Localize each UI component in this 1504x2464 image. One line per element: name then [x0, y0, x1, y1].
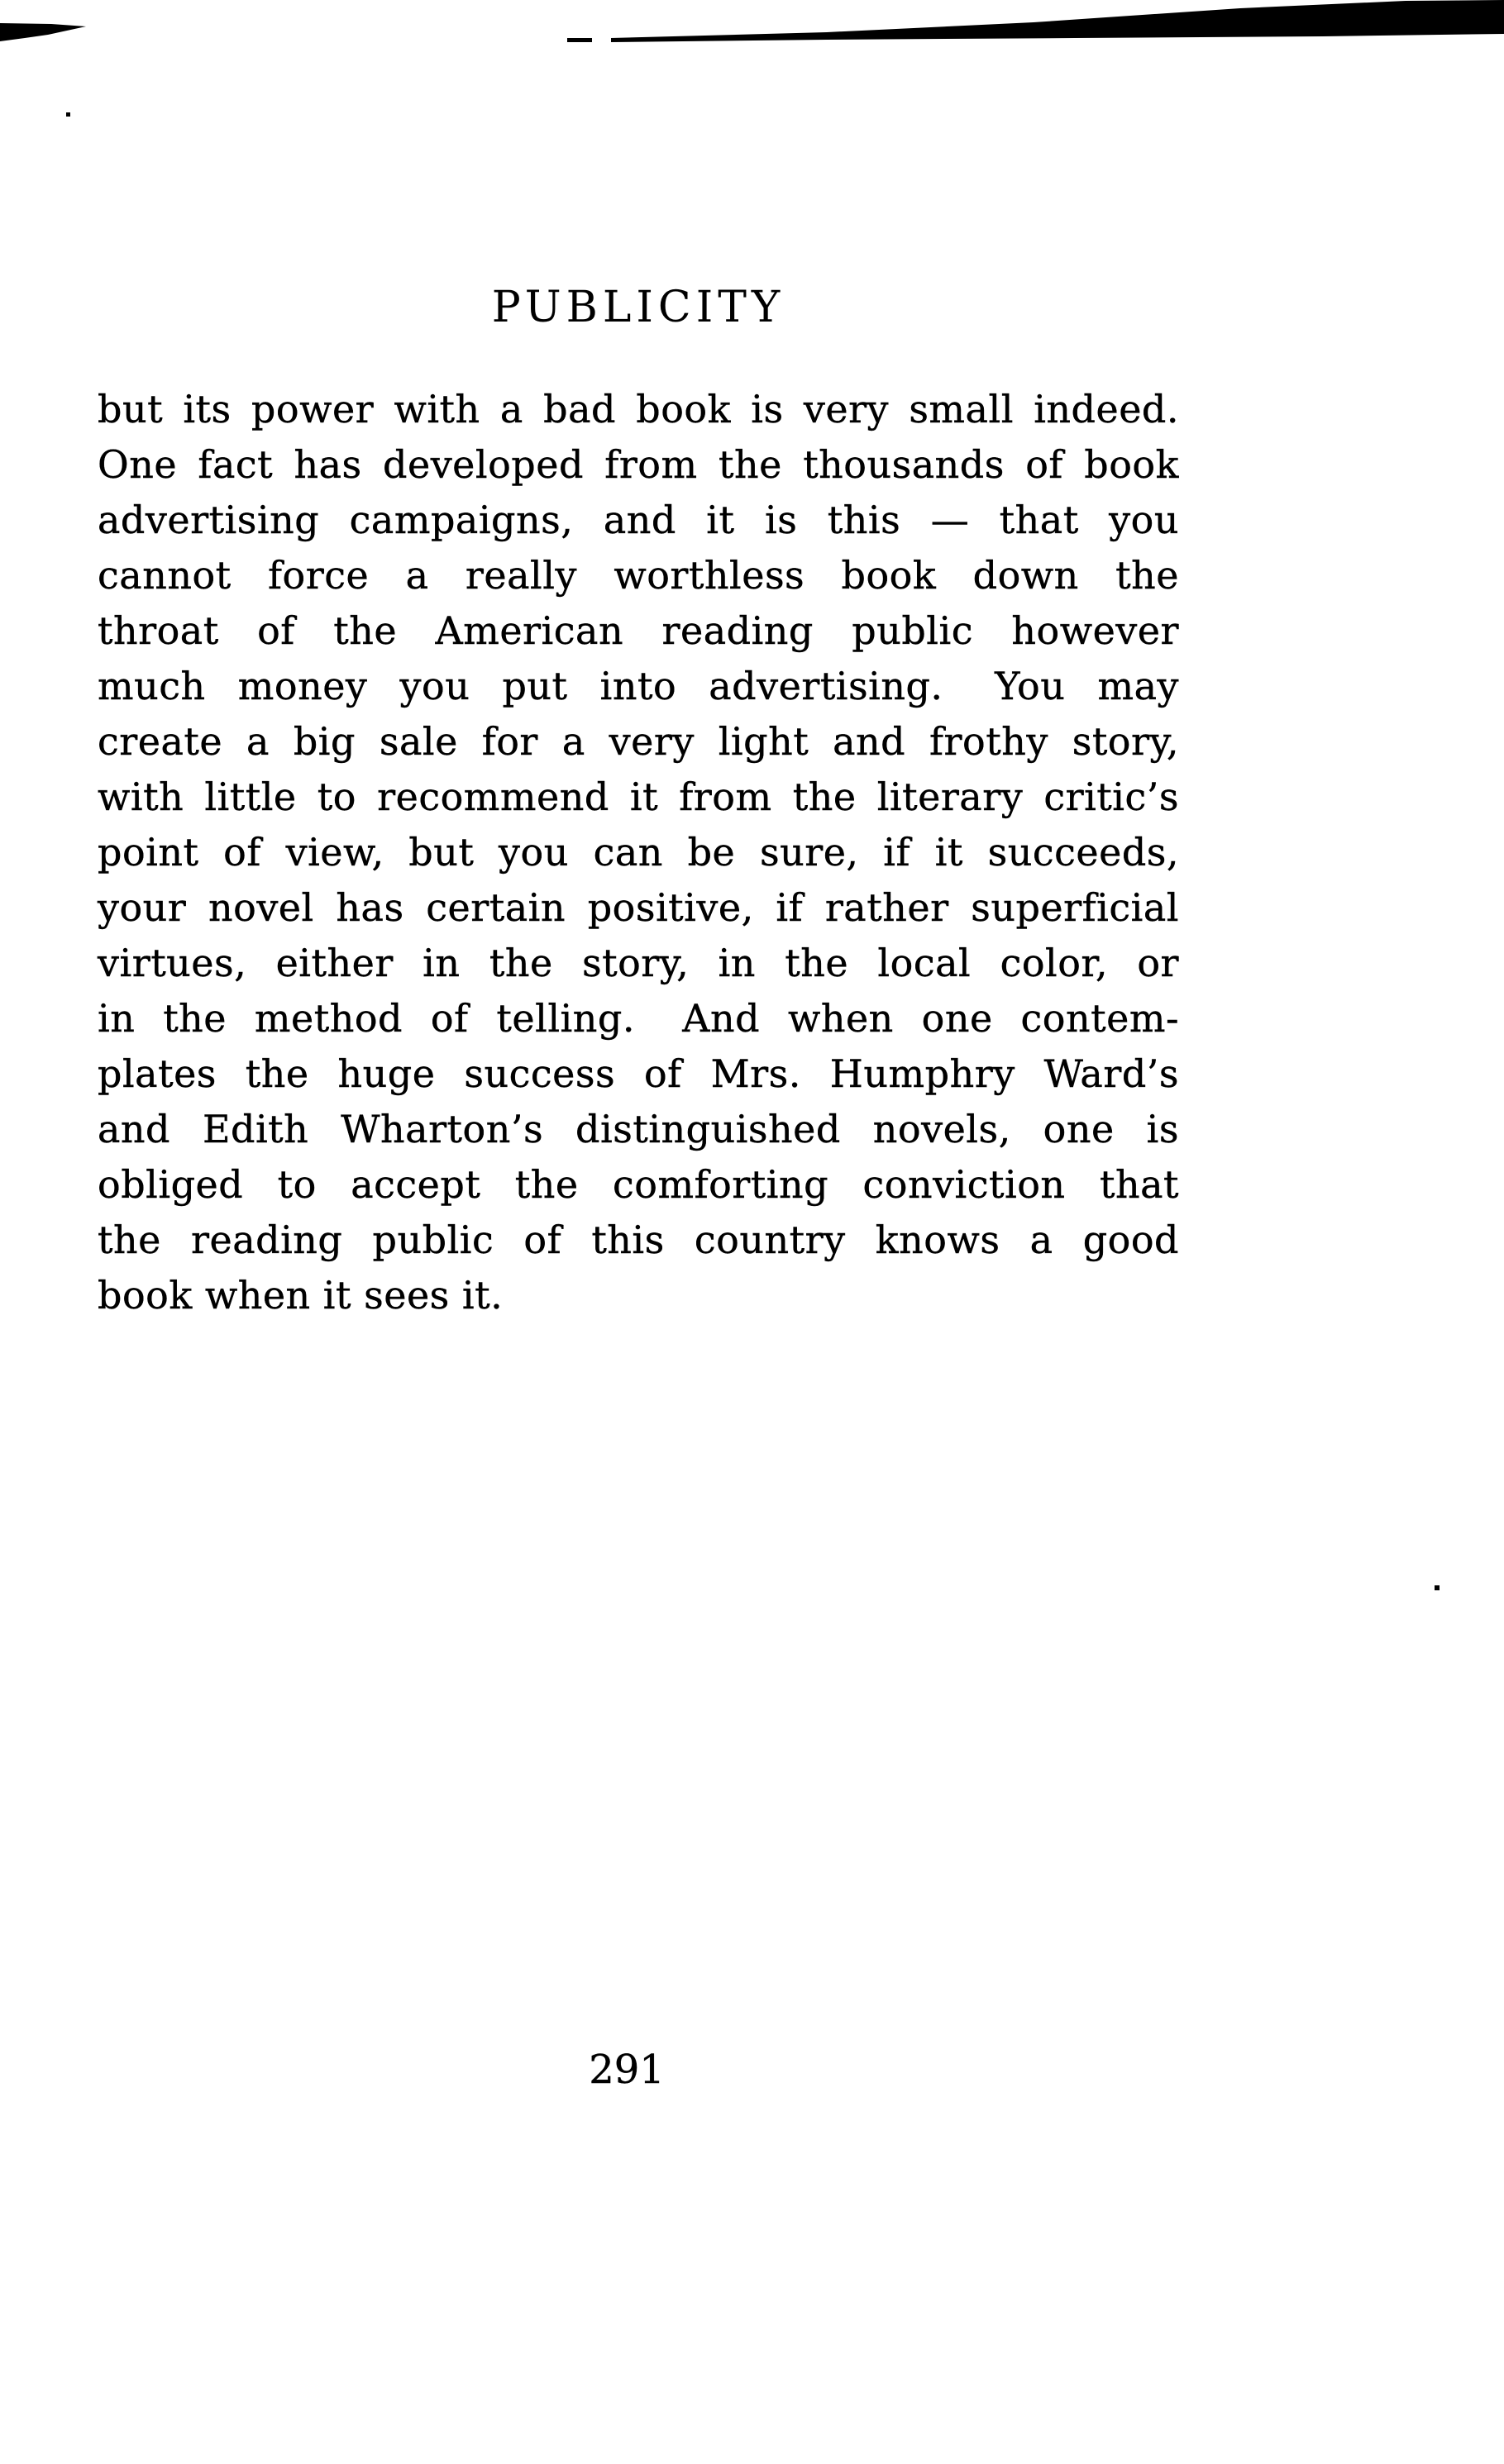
- page-title: PUBLICITY: [491, 283, 785, 332]
- text-line: your novel has certain positive, if rather superficial: [98, 885, 1179, 930]
- text-line: create a big sale for a very light and frothy story,: [98, 719, 1179, 764]
- text-line: and Edith Wharton’s distinguished novels, one is: [98, 1107, 1179, 1151]
- text-line: throat of the American reading public however: [98, 608, 1179, 653]
- text-line: plates the huge success of Mrs. Humphry Ward’s: [98, 1051, 1179, 1096]
- body-paragraph: [98, 382, 1179, 1323]
- text-line: virtues, either in the story, in the local color, or: [98, 941, 1179, 985]
- scan-artifact-dash: [567, 38, 592, 42]
- text-line: One fact has developed from the thousands of book: [98, 442, 1179, 487]
- text-line: obliged to accept the comforting conviction that: [98, 1162, 1179, 1207]
- text-line: with little to recommend it from the literary critic’s: [98, 774, 1179, 819]
- text-line: advertising campaigns, and it is this — that you: [98, 498, 1179, 542]
- ink-speck-right: [1435, 1585, 1440, 1590]
- text-line: cannot force a really worthless book down the: [98, 553, 1179, 598]
- text-line: book when it sees it.: [98, 1273, 504, 1318]
- scan-artifact-top-left-wedge: [0, 23, 86, 41]
- text-line: but its power with a bad book is very small indeed.: [98, 387, 1179, 431]
- text-line: in the method of telling. And when one contem-: [98, 996, 1179, 1041]
- text-line: point of view, but you can be sure, if it succeeds,: [98, 830, 1179, 875]
- ink-speck-top-left: [66, 112, 70, 117]
- page-number: 291: [589, 2047, 665, 2093]
- text-line: much money you put into advertising. You may: [98, 664, 1179, 708]
- scan-artifact-top-right-bar: [611, 0, 1504, 42]
- text-line: the reading public of this country knows a good: [98, 1218, 1179, 1262]
